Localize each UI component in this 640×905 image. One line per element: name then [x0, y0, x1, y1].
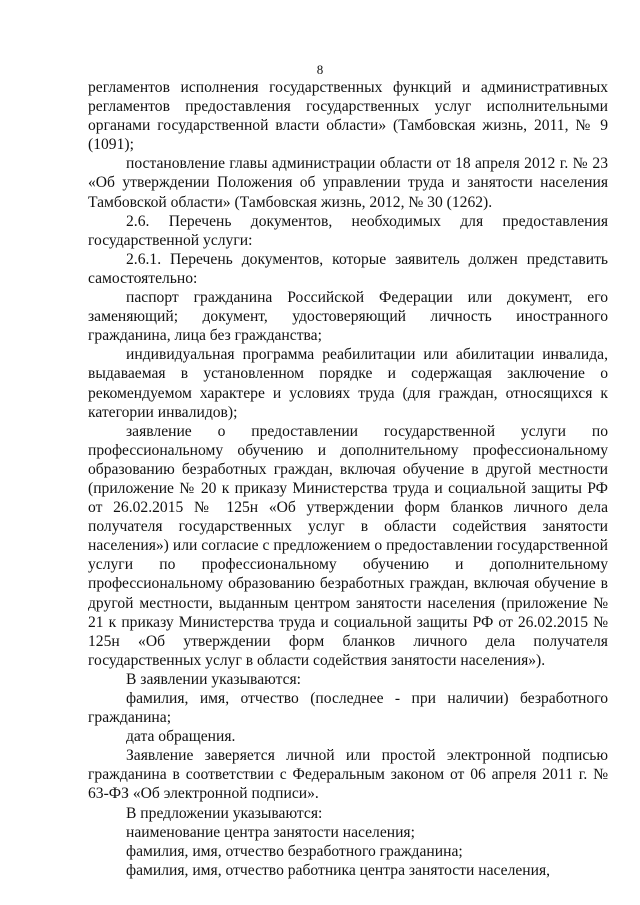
list-item: дата обращения. — [126, 728, 236, 746]
list-item: паспорт гражданина Российской Федерации или документ, его заменяющий; документ, удостоверяющий личность иностранного гражданина, лица без гражданства; — [88, 289, 608, 345]
paragraph: В заявлении указываются: — [126, 670, 301, 688]
list-item: индивидуальная программа реабилитации или абилитации инвалида, выдаваемая в установленном порядке и содержащая заключение о рекомендуемом характере и условиях труда (для граждан, относящихся к категории инвалидов); — [88, 346, 608, 421]
paragraph: В предложении указываются: — [126, 804, 323, 822]
list-item: фамилия, имя, отчество работника центра занятости населения, — [126, 861, 551, 879]
list-item: заявление о предоставлении государственной услуги по профессиональному обучению и дополнительному профессиональному образованию безработных граждан, включая обучение в другой местности (приложение № 20 к приказу Министерства труда и социальной защиты РФ от 26.02.2015 № 125н «Об утверждении форм бланков личного дела получателя государственных услуг в области содействия занятости населения») или согласие с предложением о предоставлении государственной услуги по профессиональному обучению и дополнительному профессиональному образованию безработных граждан, включая обучение в другой местности, выданным центром занятости населения (приложение № 21 к приказу Министерства труда и социальной защиты РФ от 26.02.2015 № 125н «Об утверждении форм бланков личного дела получателя государственных услуг в области содействия занятости населения»). — [88, 422, 608, 669]
list-item: фамилия, имя, отчество (последнее - при наличии) безработного гражданина; — [88, 690, 608, 727]
paragraph: Заявление заверяется личной или простой электронной подписью гражданина в соответствии с Федеральным законом от 06 апреля 2011 г. № 63-ФЗ «Об электронной подписи». — [88, 747, 608, 803]
paragraph-continuation: регламентов исполнения государственных функций и административных регламентов предоставления государственных услуг исполнительными органами государственной власти области» (Тамбовская жизнь, 2011, № 9 (1091); — [88, 79, 608, 154]
document-body — [88, 78, 608, 880]
section-heading-2-6-1: 2.6.1. Перечень документов, которые заявитель должен представить самостоятельно: — [88, 250, 608, 287]
paragraph: постановление главы администрации области от 18 апреля 2012 г. № 23 «Об утверждении Положения об управлении труда и занятости населения Тамбовской области» (Тамбовская жизнь, 2012, № 30 (1262). — [88, 155, 608, 211]
list-item: наименование центра занятости населения; — [126, 823, 415, 841]
page-number: 8 — [316, 62, 324, 77]
section-heading-2-6: 2.6. Перечень документов, необходимых для предоставления государственной услуги: — [88, 212, 608, 249]
list-item: фамилия, имя, отчество безработного гражданина; — [126, 842, 463, 860]
